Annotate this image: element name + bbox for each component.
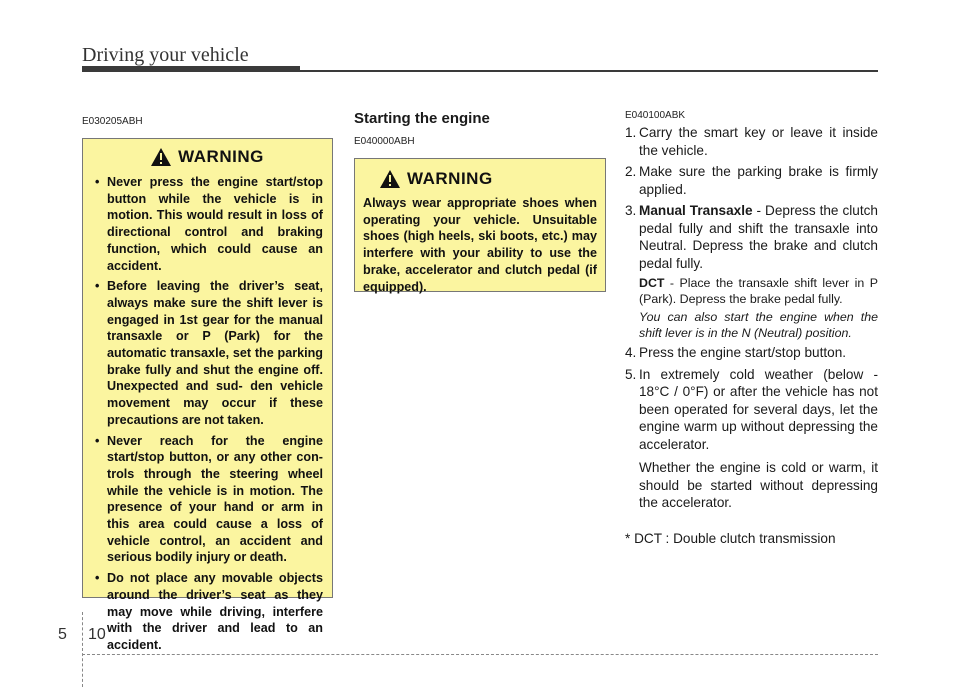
step-text: - Place the transaxle shift lever in P (Park). Depress the brake pedal fully. [639, 276, 878, 306]
warning-item: • Do not place any movable objects around the driver’s seat as they may move while driving, interfere with the driver and lead to an accident. [91, 570, 323, 654]
section-code-middle: E040000ABH [354, 136, 415, 147]
chapter-number: 5 [58, 626, 67, 643]
step-1 [625, 124, 878, 159]
step-text: Carry the smart key or leave it inside the vehicle. [639, 125, 878, 158]
warning-box-shoes [354, 158, 606, 292]
step-text: Make sure the parking brake is firmly applied. [639, 164, 878, 197]
step-number: 4. [625, 345, 637, 360]
step-2 [625, 163, 878, 198]
warning-text: Always wear appropriate shoes when operating your vehicle. Unsuitable shoes (high heels, ski boots, etc.) may interfere with your ability to use the brake, accelerator and clutch pedal (if equipped). [363, 196, 597, 294]
step-3 [625, 202, 878, 272]
page-number: 10 [88, 626, 106, 643]
step-text: In extremely cold weather (below - 18°C / 0°F) or after the vehicle has not been operated for several days, let the engine warm up without depressing the accelerator. [639, 366, 878, 452]
warning-list [91, 174, 323, 654]
step-number: 3. [625, 203, 637, 218]
page-header-title: Driving your vehicle [82, 44, 249, 66]
step-number: 1. [625, 125, 637, 140]
step-label-manual: Manual Transaxle [639, 203, 753, 218]
warning-title: WARNING [178, 146, 264, 166]
section-code-left: E030205ABH [82, 116, 143, 127]
warning-item: • Before leaving the driver’s seat, always make sure the shift lever is engaged in 1st gear for the manual transaxle or P (Park) for the automatic transaxle, set the parking brake fully and shut the engine off. Unexpected and sud- den vehicle movement may occur if these precautions are not taken. [91, 278, 323, 428]
warning-heading [91, 145, 323, 169]
dct-footnote: * DCT : Double clutch transmission [625, 530, 836, 546]
footer-horizontal-divider [82, 654, 878, 655]
warning-triangle-icon [150, 147, 172, 167]
step-text: - Depress the clutch pedal fully and shift the transaxle into Neutral. Depress the brake and clutch pedal fully. [639, 203, 878, 271]
step-4 [625, 344, 878, 362]
step-label-dct: DCT [639, 276, 665, 290]
warning-title: WARNING [407, 168, 493, 188]
footer-vertical-divider [82, 612, 83, 687]
section-code-right: E040100ABK [625, 110, 686, 121]
warning-heading [379, 167, 597, 191]
warning-item: • Never reach for the engine start/stop button, or any other con- trols through the steering wheel while the vehicle is in motion. The presence of your hand or arm in this area could cause a loss of vehicle control, an accident and serious bodily injury or death. [91, 433, 323, 567]
step-5 [625, 366, 878, 454]
warning-item: • Never press the engine start/stop button while the vehicle is in motion. This would result in loss of directional control and braking function, which could cause an accident. [91, 174, 323, 274]
step-5-extra: Whether the engine is cold or warm, it should be started without depressing the accelerator. [639, 460, 878, 510]
header-rule-thin [300, 70, 878, 72]
warning-triangle-icon [379, 169, 401, 189]
step-3-dct [625, 276, 878, 307]
header-rule-thick [82, 66, 300, 72]
start-procedure [625, 124, 878, 547]
step-3-note: You can also start the engine when the shift lever is in the N (Neutral) position. [639, 310, 878, 340]
step-text: Press the engine start/stop button. [639, 345, 847, 360]
step-number: 2. [625, 164, 637, 179]
step-number: 5. [625, 366, 637, 382]
section-title-starting-engine: Starting the engine [354, 110, 490, 127]
